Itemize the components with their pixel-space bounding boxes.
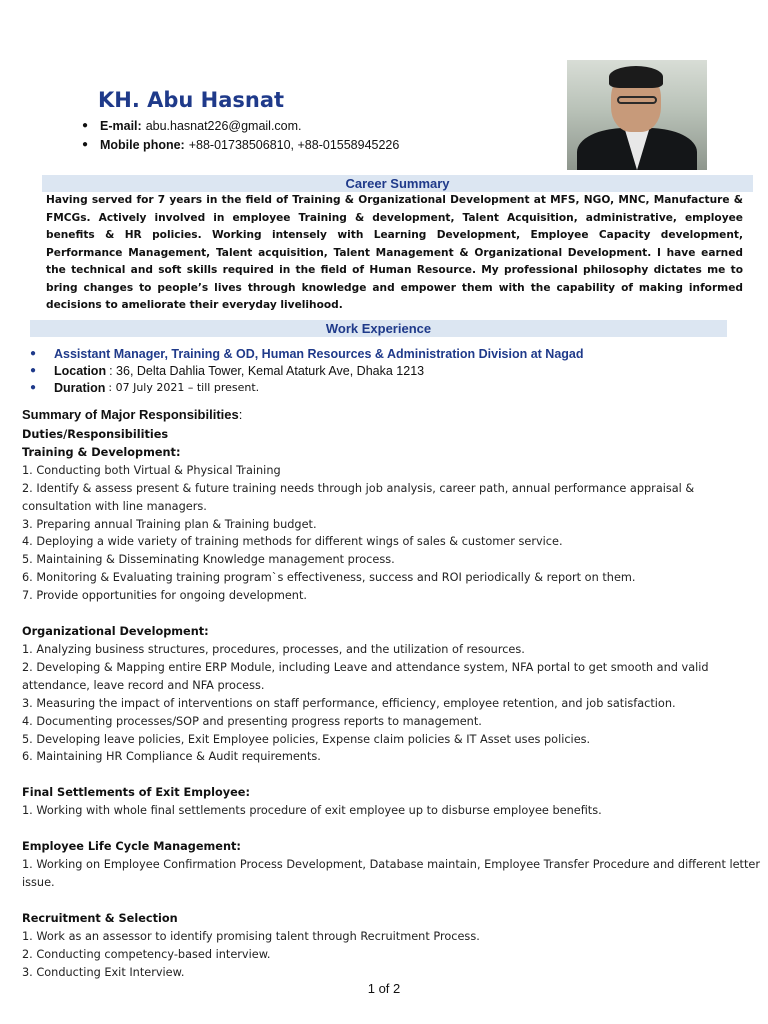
bullet-icon: ● — [30, 382, 37, 393]
list-item: 6. Maintaining HR Compliance & Audit requirements. — [22, 750, 321, 764]
bullet-icon: ● — [30, 365, 37, 376]
bullet-icon: ● — [82, 139, 89, 150]
email-value: abu.hasnat226@gmail.com. — [145, 118, 302, 133]
location-label: Location — [54, 363, 107, 378]
list-item: 5. Maintaining & Disseminating Knowledge management process. — [22, 553, 395, 567]
profile-photo — [567, 60, 707, 170]
list-item: 1. Working with whole final settlements procedure of exit employee up to disburse employee benefits. — [22, 804, 602, 818]
list-item: 1. Conducting both Virtual & Physical Training — [22, 463, 281, 477]
photo-glasses — [617, 96, 657, 104]
duration-label: Duration — [54, 380, 106, 395]
list-item: 2. Conducting competency-based interview. — [22, 947, 271, 961]
list-item: 1. Working on Employee Confirmation Process Development, Database maintain, Employee Transfer Procedure and different letter issue. — [22, 858, 761, 889]
list-item: 1. Analyzing business structures, procedures, processes, and the utilization of resources. — [22, 642, 525, 656]
list-item: 1. Work as an assessor to identify promising talent through Recruitment Process. — [22, 929, 480, 943]
work-experience-heading: Work Experience — [30, 320, 727, 337]
recruitment-list — [22, 928, 760, 982]
list-item: 3. Preparing annual Training plan & Training budget. — [22, 517, 317, 531]
career-summary-heading: Career Summary — [42, 175, 753, 192]
job-position-row — [30, 345, 584, 362]
responsibilities-heading-colon: : — [238, 407, 243, 422]
email-label: E-mail: — [100, 118, 142, 133]
lifecycle-heading: Employee Life Cycle Management: — [22, 840, 241, 854]
phone-row — [82, 135, 399, 154]
job-duration-row — [30, 379, 584, 396]
lifecycle-list — [22, 856, 760, 892]
phone-value: +88-01738506810, +88-01558945226 — [188, 137, 400, 152]
final-settlement-heading: Final Settlements of Exit Employee: — [22, 786, 250, 800]
contact-list — [82, 116, 399, 154]
final-settlement-list — [22, 802, 760, 820]
list-item: 5. Developing leave policies, Exit Employee policies, Expense claim policies & IT Asset uses policies. — [22, 732, 591, 746]
list-item: 4. Deploying a wide variety of training methods for different wings of sales & customer service. — [22, 535, 563, 549]
training-heading: Training & Development: — [22, 445, 181, 459]
list-item: 7. Provide opportunities for ongoing development. — [22, 589, 307, 603]
job-location-row — [30, 362, 584, 379]
photo-hair — [609, 66, 663, 88]
bullet-icon: ● — [82, 120, 89, 131]
candidate-name: KH. Abu Hasnat — [98, 88, 285, 112]
job-position: Assistant Manager, Training & OD, Human Resources & Administration Division at Nagad — [54, 346, 584, 361]
job-details — [30, 345, 584, 396]
list-item: 4. Documenting processes/SOP and presenting progress reports to management. — [22, 714, 482, 728]
page-indicator: 1 of 2 — [367, 981, 401, 996]
responsibilities-body — [22, 426, 760, 981]
recruitment-heading: Recruitment & Selection — [22, 911, 178, 925]
location-value: : 36, Delta Dahlia Tower, Kemal Ataturk Ave, Dhaka 1213 — [109, 363, 425, 378]
list-item: 2. Identify & assess present & future training needs through job analysis, career path, annual performance appraisal & consultation with line managers. — [22, 481, 695, 513]
od-list — [22, 641, 760, 766]
email-row — [82, 116, 399, 135]
responsibilities-heading-text: Summary of Major Responsibilities — [22, 407, 239, 422]
responsibilities-heading — [22, 407, 242, 422]
list-item: 6. Monitoring & Evaluating training program`s effectiveness, success and ROI periodically & report on them. — [22, 571, 636, 585]
list-item: 3. Conducting Exit Interview. — [22, 965, 185, 979]
training-list — [22, 462, 760, 605]
career-summary-text: Having served for 7 years in the field of Training & Organizational Development at MFS, NGO, MNC, Manufacture & FMCGs. Actively involved in employee Training & development, Talent Acquisition, administrative, employee benefits & HR policies. Working intensely with Learning Development, Employee Capacity development, Performance Management, Talent acquisition, Talent Management & Organizational Development. I have earned the technical and soft skills required in the field of Human Resource. My professional philosophy dictates me to bring changes to people’s lives through knowledge and empower them with the capability of making informed decisions to ameliorate their everyday livelihood. — [46, 194, 743, 311]
list-item: 2. Developing & Mapping entire ERP Module, including Leave and attendance system, NFA portal to get smooth and valid attendance, leave record and NFA process. — [22, 660, 709, 692]
phone-label: Mobile phone: — [100, 137, 185, 152]
list-item: 3. Measuring the impact of interventions on staff performance, efficiency, employee retention, and job satisfaction. — [22, 696, 676, 710]
od-heading: Organizational Development: — [22, 625, 209, 639]
duration-value: : 07 July 2021 – till present. — [108, 381, 260, 394]
duties-heading: Duties/Responsibilities — [22, 428, 169, 441]
bullet-icon: ● — [30, 348, 37, 359]
